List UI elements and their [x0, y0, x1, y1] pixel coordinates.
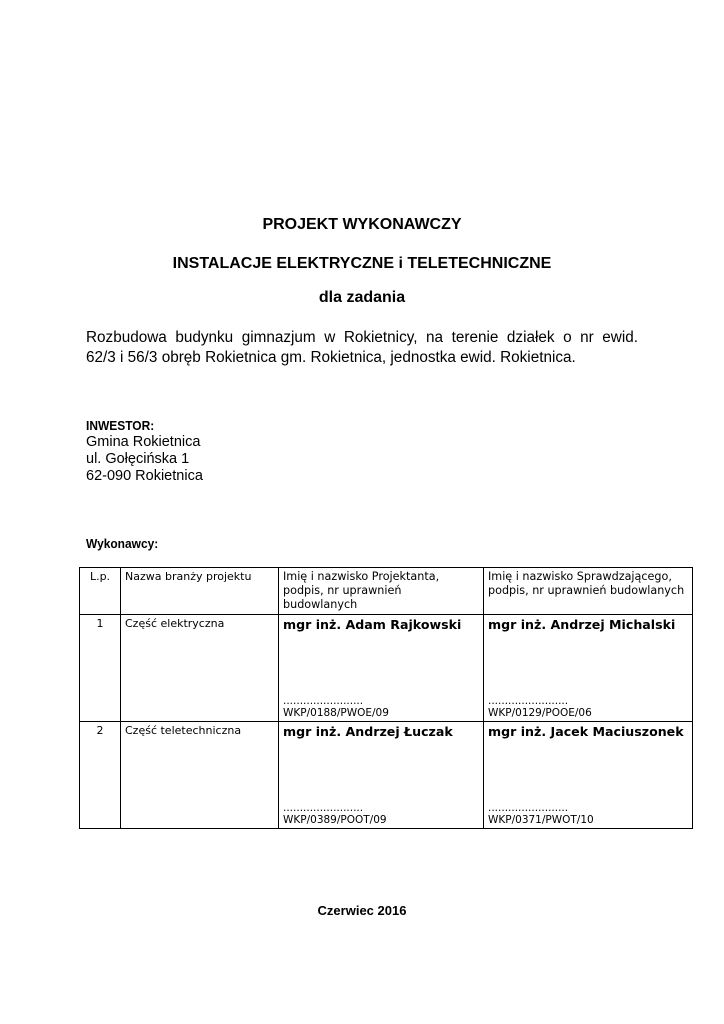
signature-dots: ........................: [488, 695, 569, 707]
designer-signature: [283, 695, 389, 719]
designer-name: mgr inż. Andrzej Łuczak: [283, 724, 453, 739]
row-lp: 2: [80, 722, 121, 829]
header-checker-line-1: Imię i nazwisko Sprawdzającego,: [488, 570, 672, 583]
table-row: [80, 722, 693, 829]
row-branch: Część elektryczna: [121, 615, 279, 722]
table-header-row: [80, 568, 693, 615]
header-checker-line-2: podpis, nr uprawnień budowlanych: [488, 584, 685, 597]
row-checker: [484, 615, 693, 722]
task-description: [86, 328, 638, 368]
row-designer: [279, 722, 484, 829]
designer-name: mgr inż. Adam Rajkowski: [283, 617, 462, 632]
header-designer-line-1: Imię i nazwisko Projektanta,: [283, 570, 440, 583]
license-number: WKP/0129/POOE/06: [488, 707, 592, 719]
investor-label: INWESTOR:: [86, 418, 155, 433]
license-number: WKP/0389/POOT/09: [283, 814, 387, 826]
investor-city: 62-090 Rokietnica: [86, 468, 203, 484]
description-line-2: 62/3 i 56/3 obręb Rokietnica gm. Rokietnica, jednostka ewid. Rokietnica.: [86, 349, 576, 366]
row-checker: [484, 722, 693, 829]
checker-name: mgr inż. Jacek Maciuszonek: [488, 724, 684, 739]
contractors-label: Wykonawcy:: [86, 536, 159, 551]
row-lp: 1: [80, 615, 121, 722]
row-designer: [279, 615, 484, 722]
task-label: dla zadania: [318, 289, 406, 306]
header-lp: L.p.: [80, 568, 121, 615]
header-branch: Nazwa branży projektu: [121, 568, 279, 615]
license-number: WKP/0371/PWOT/10: [488, 814, 594, 826]
signature-dots: ........................: [283, 802, 364, 814]
document-title: PROJEKT WYKONAWCZY: [262, 216, 462, 233]
investor-street: ul. Gołęcińska 1: [86, 451, 190, 467]
checker-signature: [488, 802, 594, 826]
signature-dots: ........................: [488, 802, 569, 814]
row-branch: Część teletechniczna: [121, 722, 279, 829]
document-subtitle: INSTALACJE ELEKTRYCZNE i TELETECHNICZNE: [172, 255, 552, 272]
investor-name: Gmina Rokietnica: [86, 434, 201, 450]
checker-name: mgr inż. Andrzej Michalski: [488, 617, 676, 632]
license-number: WKP/0188/PWOE/09: [283, 707, 389, 719]
contractors-table: [79, 567, 693, 829]
checker-signature: [488, 695, 592, 719]
signature-dots: ........................: [283, 695, 364, 707]
document-date: Czerwiec 2016: [317, 903, 407, 918]
header-checker: [484, 568, 693, 615]
investor-address: [86, 434, 203, 485]
designer-signature: [283, 802, 387, 826]
table-row: [80, 615, 693, 722]
header-designer: [279, 568, 484, 615]
header-designer-line-2: podpis, nr uprawnień budowlanych: [283, 584, 402, 611]
description-line-1: Rozbudowa budynku gimnazjum w Rokietnicy, na terenie działek o nr ewid.: [86, 329, 638, 346]
